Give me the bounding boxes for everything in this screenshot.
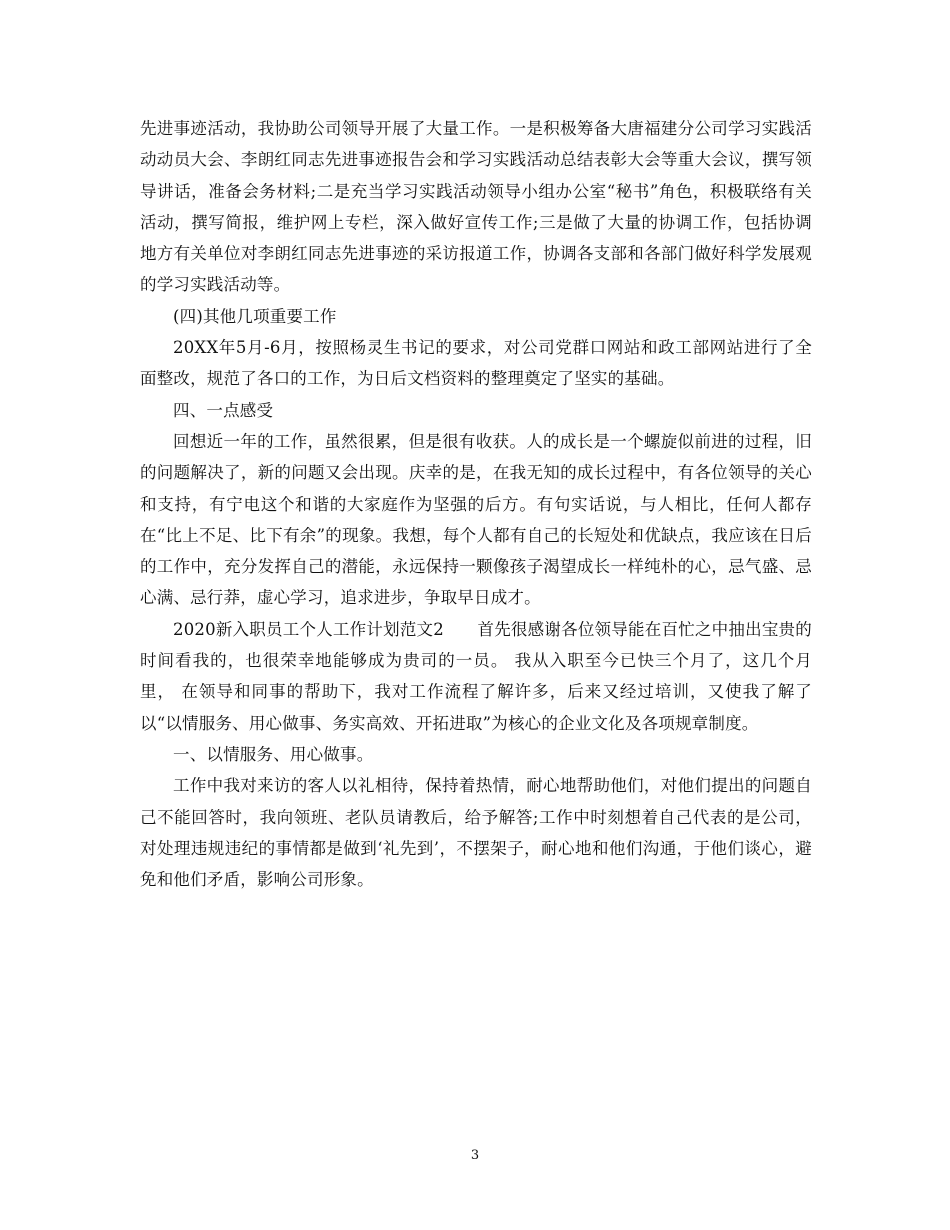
paragraph-1: 先进事迹活动，我协助公司领导开展了大量工作。一是积极筹备大唐福建分公司学习实践活动动员大会、李朗红同志先进事迹报告会和学习实践活动总结表彰大会等重大会议，撰写领导讲话，准备会务材料;二是充当学习实践活动领导小组办公室“秘书”角色，积极联络有关活动，撰写简报，维护网上专栏，深入做好宣传工作;三是做了大量的协调工作，包括协调地方有关单位对李朗红同志先进事迹的采访报道工作，协调各支部和各部门做好科学发展观的学习实践活动等。 <box>140 119 812 295</box>
page-number: 3 <box>470 1148 480 1163</box>
paragraph-4: 四、一点感受 <box>173 400 274 420</box>
paragraph-7: 一、以情服务、用心做事。 <box>173 744 374 764</box>
paragraph-5: 回想近一年的工作，虽然很累，但是很有收获。人的成长是一个螺旋似前进的过程，旧的问题解决了，新的问题又会出现。庆幸的是，在我无知的成长过程中，有各位领导的关心和支持，有宁电这个和谐的大家庭作为坚强的后方。有句实话说，与人相比，任何人都存在“比上不足、比下有余”的现象。我想，每个人都有自己的长短处和优缺点，我应该在日后的工作中，充分发挥自己的潜能，永远保持一颗像孩子渴望成长一样纯朴的心，忌气盛、忌心满、忌行莽，虚心学习，追求进步，争取早日成才。 <box>140 431 812 608</box>
paragraph-2: (四)其他几项重要工作 <box>173 306 337 326</box>
document-body <box>140 113 812 895</box>
paragraph-8: 工作中我对来访的客人以礼相待，保持着热情，耐心地帮助他们，对他们提出的问题自己不能回答时，我向领班、老队员请教后，给予解答;工作中时刻想着自己代表的是公司，对处理违规违纪的事情都是做到‘礼先到’，不摆架子，耐心地和他们沟通，于他们谈心，避免和他们矛盾，影响公司形象。 <box>140 776 812 890</box>
paragraph-3: 20XX年5月-6月，按照杨灵生书记的要求，对公司党群口网站和政工部网站进行了全面整改，规范了各口的工作，为日后文档资料的整理奠定了坚实的基础。 <box>140 338 812 389</box>
paragraph-6: 2020新入职员工个人工作计划范文2 首先很感谢各位领导能在百忙之中抽出宝贵的时间看我的，也很荣幸地能够成为贵司的一员。 我从入职至今已快三个月了，这几个月里， 在领导和同事的帮助下，我对工作流程了解许多，后来又经过培训，又使我了解了以“以情服务、用心做事、务实高效、开拓进取”为核心的企业文化及各项规章制度。 <box>140 619 812 733</box>
